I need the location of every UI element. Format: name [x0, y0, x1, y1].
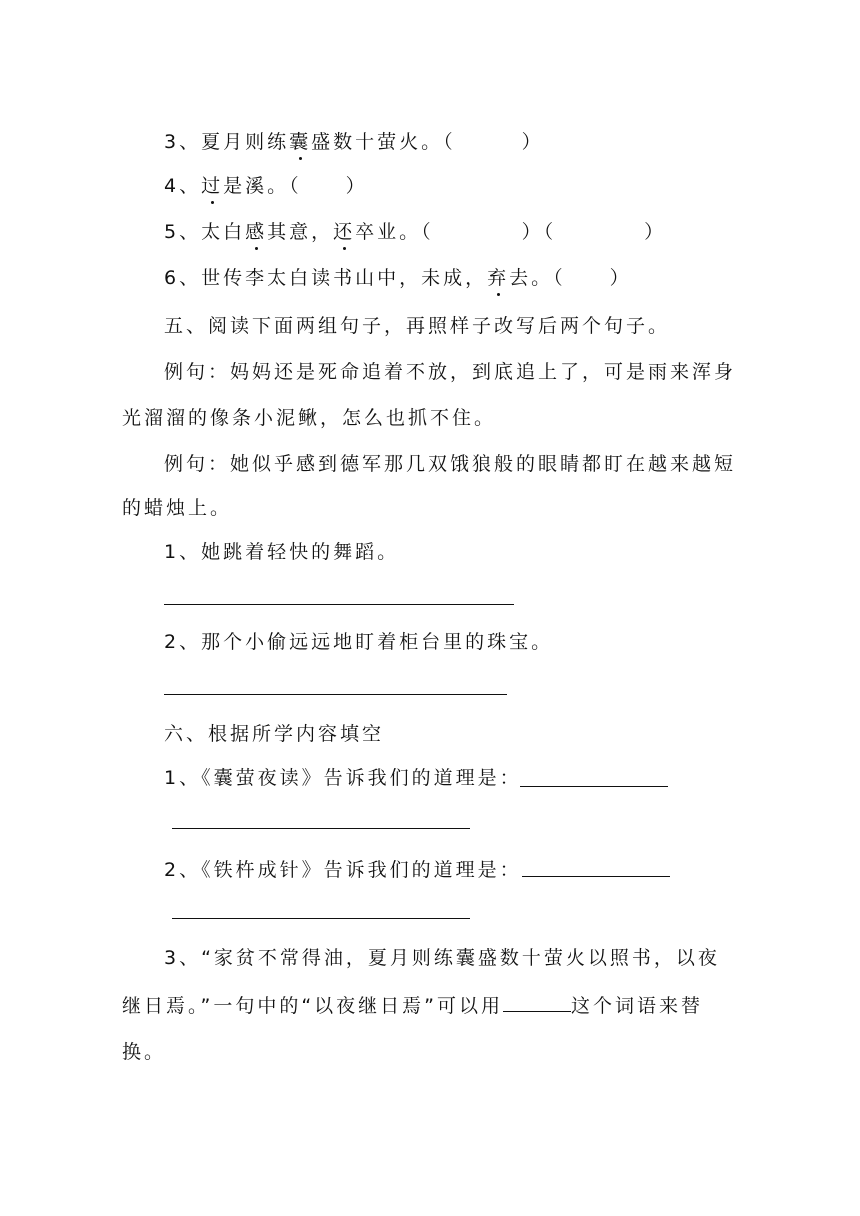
dotted-char: 囊: [289, 128, 311, 156]
example-2-line-2: 的蜡烛上。: [122, 497, 233, 519]
fill-blank[interactable]: [503, 993, 571, 1012]
answer-line[interactable]: [164, 604, 514, 605]
dotted-char: 还: [333, 218, 355, 246]
answer-line[interactable]: [522, 876, 670, 877]
section-6-question-3-line-3: 换。: [122, 1041, 167, 1063]
answer-line[interactable]: [172, 918, 470, 919]
dotted-char: 弃: [487, 264, 509, 292]
dotted-char: 过: [201, 172, 223, 200]
section-6-question-3-line-2: 继日焉。”一句中的“以夜继日焉”可以用 这个词语来替: [122, 995, 704, 1017]
question-4-5: 5、太白感其意，还卒业。（ ）（ ）: [164, 218, 666, 246]
answer-line[interactable]: [172, 828, 470, 829]
section-5-question-2: 2、那个小偷远远地盯着柜台里的珠宝。: [164, 631, 554, 653]
question-4-4: 4、过是溪。（ ）: [164, 172, 368, 200]
example-2-line-1: 例句：她似乎感到德军那几双饿狼般的眼睛都盯在越来越短: [164, 453, 737, 475]
dotted-char: 感: [245, 218, 267, 246]
section-6-question-3-line-1: 3、“家贫不常得油，夏月则练囊盛数十萤火以照书，以夜: [164, 947, 720, 969]
section-5-question-1: 1、她跳着轻快的舞蹈。: [164, 541, 400, 563]
question-4-3: 3、夏月则练囊盛数十萤火。（ ）: [164, 128, 544, 156]
example-1-line-1: 例句：妈妈还是死命追着不放，到底追上了，可是雨来浑身: [164, 361, 737, 383]
answer-line[interactable]: [520, 786, 668, 787]
section-5-heading: 五、阅读下面两组句子，再照样子改写后两个句子。: [164, 315, 671, 337]
example-1-line-2: 光溜溜的像条小泥鳅，怎么也抓不住。: [122, 407, 497, 429]
section-6-question-1: 1、《囊萤夜读》告诉我们的道理是：: [164, 767, 522, 789]
question-4-6: 6、世传李太白读书山中，未成，弃去。（ ）: [164, 264, 632, 292]
section-6-question-2: 2、《铁杵成针》告诉我们的道理是：: [164, 859, 522, 881]
section-6-heading: 六、根据所学内容填空: [164, 723, 385, 745]
answer-line[interactable]: [164, 694, 507, 695]
